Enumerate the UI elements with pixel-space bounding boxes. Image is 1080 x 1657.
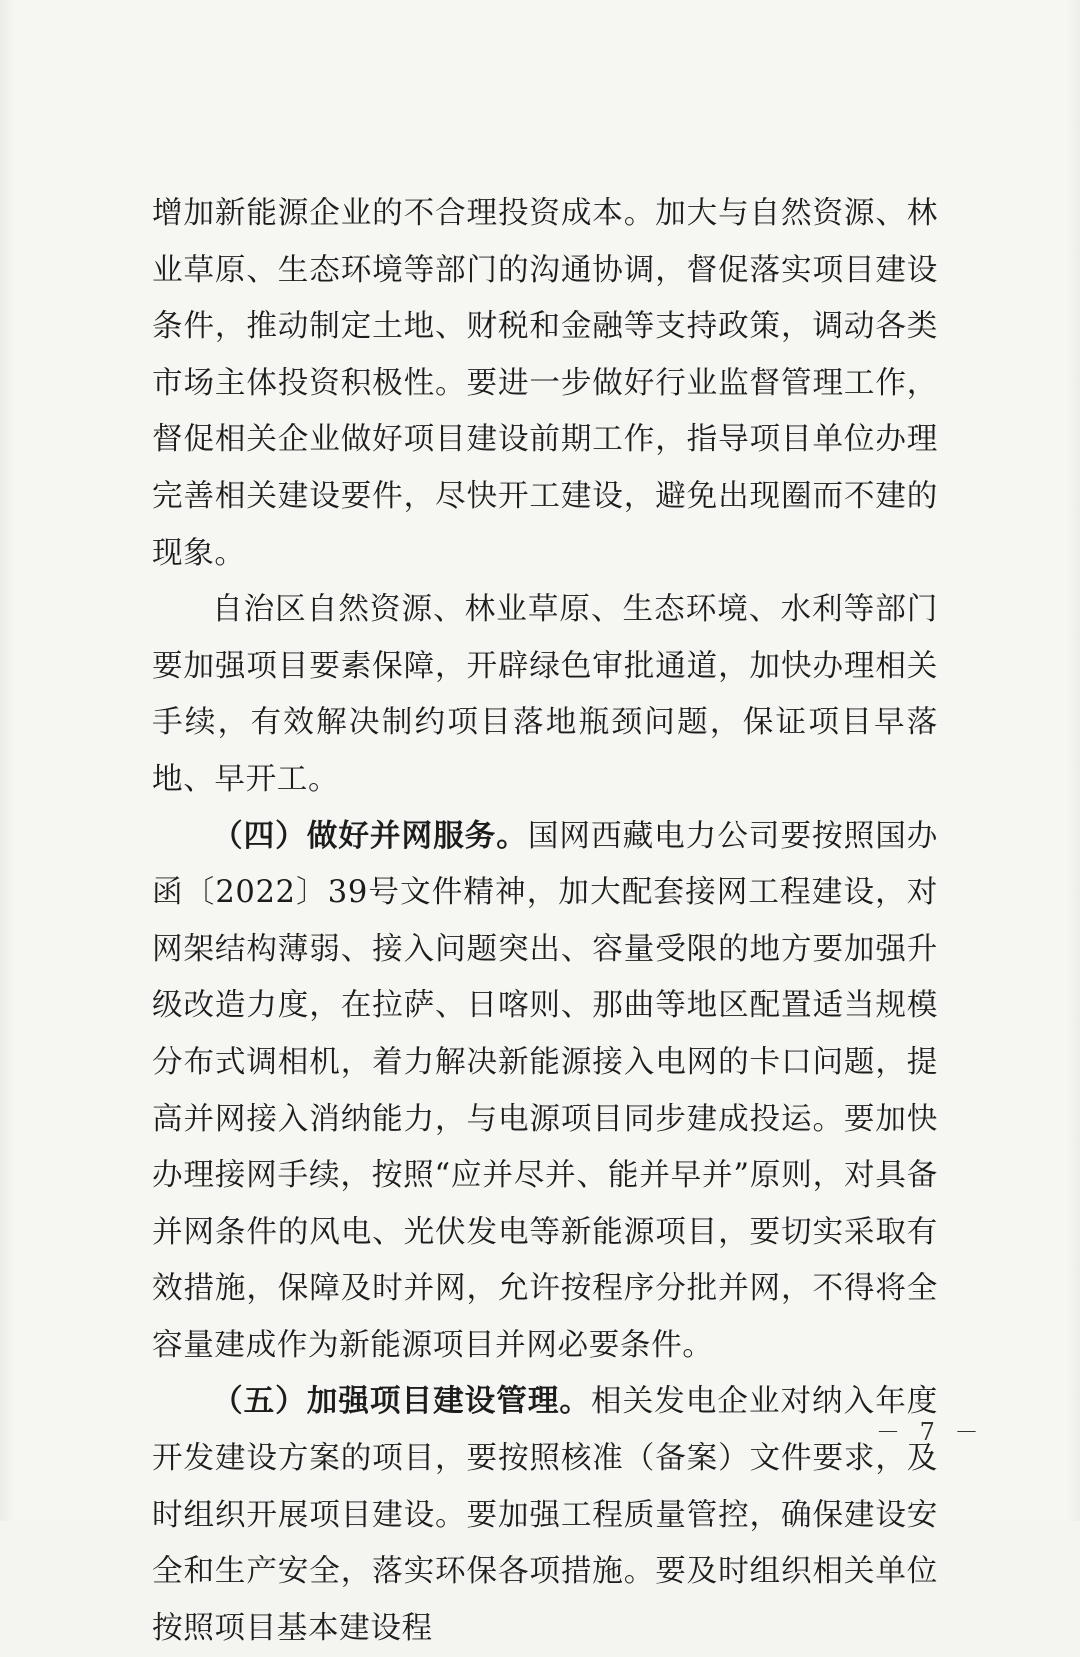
- section-heading-5: （五）加强项目建设管理。: [212, 1384, 591, 1420]
- paragraph-2-text: 自治区自然资源、林业草原、生态环境、水利等部门要加强项目要素保障，开辟绿色审批通道，加快办理相关手续，有效解决制约项目落地瓶颈问题，保证项目早落地、早开工。: [152, 592, 938, 797]
- paragraph-2: [152, 582, 938, 808]
- paragraph-1-text: 增加新能源企业的不合理投资成本。加大与自然资源、林业草原、生态环境等部门的沟通协调，督促落实项目建设条件，推动制定土地、财税和金融等支持政策，调动各类市场主体投资积极性。要进一步做好行业监督管理工作，督促相关企业做好项目建设前期工作，指导项目单位办理完善相关建设要件，尽快开工建设，避免出现圈而不建的现象。: [152, 196, 938, 571]
- section-heading-4: （四）做好并网服务。: [212, 818, 528, 854]
- paragraph-4-text: 相关发电企业对纳入年度开发建设方案的项目，要按照核准（备案）文件要求，及时组织开展项目建设。要加强工程质量管控，确保建设安全和生产安全，落实环保各项措施。要及时组织相关单位按照项目基本建设程: [152, 1384, 938, 1646]
- page-number: － 7 －: [876, 1418, 985, 1446]
- paragraph-3-text: 国网西藏电力公司要按照国办函〔2022〕39号文件精神，加大配套接网工程建设，对网架结构薄弱、接入问题突出、容量受限的地方要加强升级改造力度，在拉萨、日喀则、那曲等地区配置适当规模分布式调相机，着力解决新能源接入电网的卡口问题，提高并网接入消纳能力，与电源项目同步建成投运。要加快办理接网手续，按照“应并尽并、能并早并”原则，对具备并网条件的风电、光伏发电等新能源项目，要切实采取有效措施，保障及时并网，允许按程序分批并网，不得将全容量建成作为新能源项目并网必要条件。: [152, 818, 938, 1363]
- paragraph-3: [152, 809, 938, 1375]
- body-text: [152, 186, 938, 1657]
- paragraph-4: [152, 1374, 938, 1657]
- paragraph-1: [152, 186, 938, 582]
